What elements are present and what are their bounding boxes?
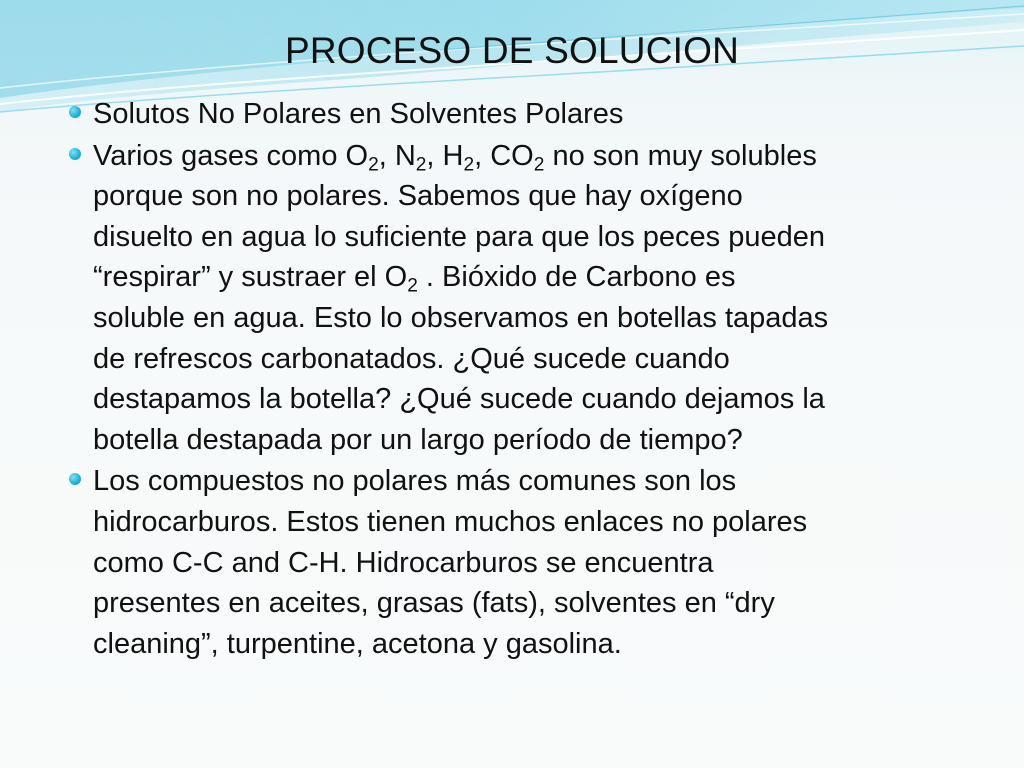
bullet-text-line: presentes en aceites, grasas (fats), solventes en “dry bbox=[93, 587, 775, 620]
bullet-text-line: hidrocarburos. Estos tienen muchos enlaces no polares bbox=[93, 505, 808, 538]
bullet-text-line: Los compuestos no polares más comunes son los bbox=[93, 465, 737, 498]
bullet-text-line: disuelto en agua lo suficiente para que los peces pueden bbox=[93, 220, 825, 253]
bullet-list bbox=[68, 94, 968, 665]
bullet-text-line: botella destapada por un largo período de tiempo? bbox=[93, 423, 743, 456]
bullet-item bbox=[68, 136, 968, 461]
bullet-text-line: de refrescos carbonatados. ¿Qué sucede cuando bbox=[93, 342, 730, 375]
bullet-text-line: Varios gases como $O_2$, $N_2$, $H_2$, $CO_2$ no son muy solubles bbox=[93, 139, 817, 175]
bullet-dot-icon bbox=[69, 106, 81, 118]
bullet-text-line: “respirar” y sustraer el $O_2$ . Bióxido de Carbono es bbox=[93, 261, 736, 297]
bullet-text-line: como C-C and C-H. Hidrocarburos se encuentra bbox=[93, 546, 714, 579]
slide-title: PROCESO DE SOLUCION bbox=[284, 30, 740, 71]
bullet-text-line: soluble en agua. Esto lo observamos en botellas tapadas bbox=[93, 301, 829, 334]
bullet-dot-icon bbox=[69, 148, 81, 160]
bullet-dot-icon bbox=[69, 473, 81, 485]
bullet-text: Solutos No Polares en Solventes Polares bbox=[93, 98, 624, 130]
bullet-text-line: destapamos la botella? ¿Qué sucede cuando dejamos la bbox=[93, 383, 825, 416]
bullet-item bbox=[68, 94, 968, 135]
bullet-text-line: porque son no polares. Sabemos que hay oxígeno bbox=[93, 180, 743, 213]
bullet-item bbox=[68, 461, 968, 664]
bullet-text-line: cleaning”, turpentine, acetona y gasolina. bbox=[93, 627, 622, 660]
